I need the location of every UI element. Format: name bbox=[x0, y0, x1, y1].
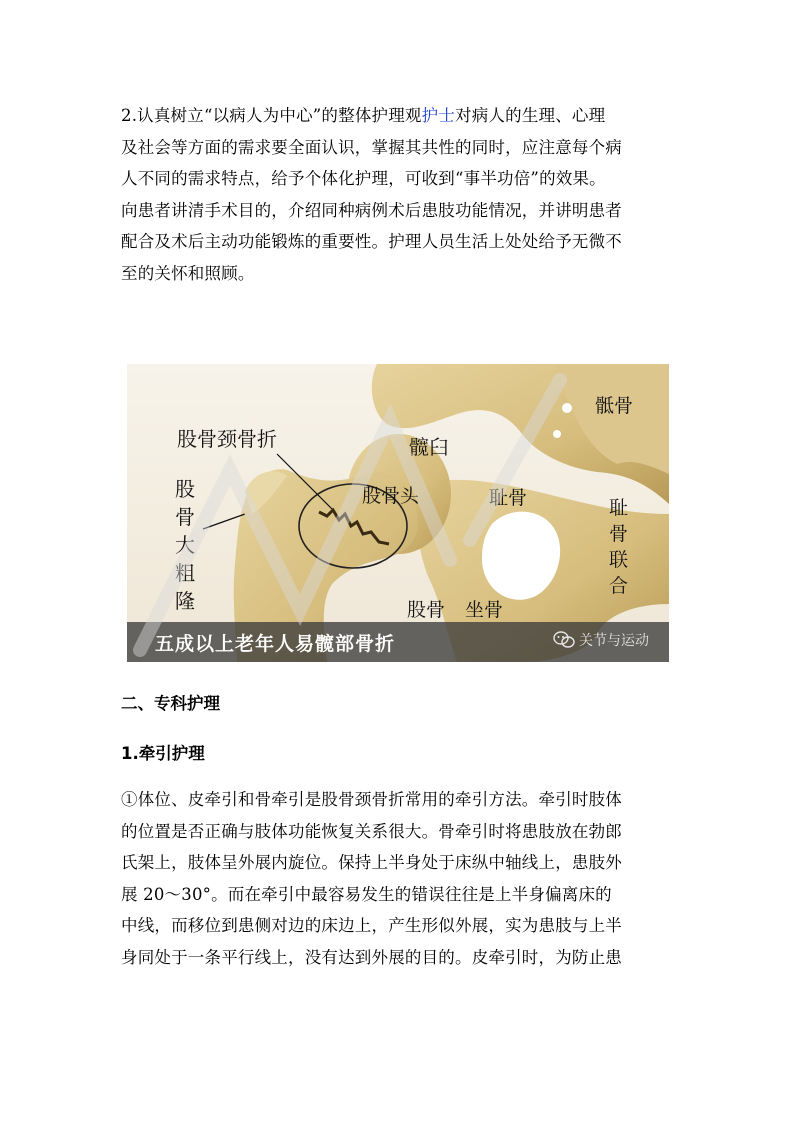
paragraph-line: 及社会等方面的需求要全面认识，掌握其共性的同时，应注意每个病 bbox=[121, 137, 622, 157]
label-femur: 股骨 bbox=[407, 599, 446, 621]
subsection-heading: 1.牵引护理 bbox=[121, 744, 205, 763]
label-femoral-neck-fracture: 股骨颈骨折 bbox=[177, 427, 277, 451]
paragraph-line: 配合及术后主动功能锻炼的重要性。护理人员生活上处处给予无微不 bbox=[121, 232, 622, 252]
label-symphysis-char: 合 bbox=[609, 575, 629, 597]
paragraph-line: ①体位、皮牵引和骨牵引是股骨颈骨折常用的牵引方法。牵引时肢体 bbox=[121, 790, 622, 809]
label-symphysis-char: 骨 bbox=[609, 523, 629, 545]
label-ischium: 坐骨 bbox=[465, 599, 504, 621]
paragraph-line: 展 20～30°。而在牵引中最容易发生的错误往往是上半身偏离床的 bbox=[121, 884, 612, 904]
paragraph-holistic-care bbox=[121, 100, 673, 290]
brand-name: 关节与运动 bbox=[579, 633, 649, 649]
paragraph-traction-care bbox=[121, 784, 673, 974]
label-symphysis-char: 耻 bbox=[609, 497, 629, 519]
text-run: 2.认真树立“以病人为中心”的整体护理观 bbox=[121, 106, 422, 125]
label-trochanter-char: 粗 bbox=[175, 561, 195, 585]
hip-anatomy-figure bbox=[127, 364, 669, 662]
paragraph-line: 人不同的需求特点，给予个体化护理，可收到“事半功倍”的效果。 bbox=[121, 169, 606, 189]
label-trochanter-char: 大 bbox=[175, 533, 195, 557]
paragraph-line: 的位置是否正确与肢体功能恢复关系很大。骨牵引时将患肢放在勃郎 bbox=[121, 821, 622, 841]
figure-caption: 五成以上老年人易髋部骨折 bbox=[155, 633, 396, 655]
label-acetabulum: 髋臼 bbox=[409, 435, 449, 459]
paragraph-line: 中线，而移位到患侧对边的床边上，产生形似外展，实为患肢与上半 bbox=[121, 916, 622, 936]
figure-caption-bar bbox=[127, 622, 669, 662]
nurse-link[interactable]: 护士 bbox=[421, 106, 456, 125]
sacral-foramen bbox=[553, 430, 561, 438]
label-trochanter-char: 股 bbox=[175, 477, 195, 501]
label-trochanter-char: 隆 bbox=[175, 589, 195, 613]
sacral-foramen bbox=[562, 403, 572, 413]
paragraph-line bbox=[121, 100, 673, 132]
label-trochanter-char: 骨 bbox=[175, 505, 195, 529]
label-femoral-head: 股骨头 bbox=[362, 485, 420, 507]
paragraph-line: 氏架上，肢体呈外展内旋位。保持上半身处于床纵中轴线上，患肢外 bbox=[121, 853, 622, 873]
paragraph-line: 向患者讲清手术目的，介绍同种病例术后患肢功能情况，并讲明患者 bbox=[121, 200, 622, 220]
wechat-icon bbox=[553, 631, 575, 649]
brand-watermark bbox=[553, 630, 649, 650]
label-pubis: 耻骨 bbox=[489, 487, 528, 509]
label-symphysis-char: 联 bbox=[609, 549, 629, 571]
section-heading: 二、专科护理 bbox=[121, 694, 220, 713]
text-run: 对病人的生理、心理 bbox=[455, 106, 606, 125]
hip-bone-illustration bbox=[127, 364, 669, 662]
paragraph-line: 身同处于一条平行线上，没有达到外展的目的。皮牵引时，为防止患 bbox=[121, 947, 622, 967]
label-sacrum: 骶骨 bbox=[595, 395, 634, 417]
paragraph-line: 至的关怀和照顾。 bbox=[121, 263, 255, 283]
